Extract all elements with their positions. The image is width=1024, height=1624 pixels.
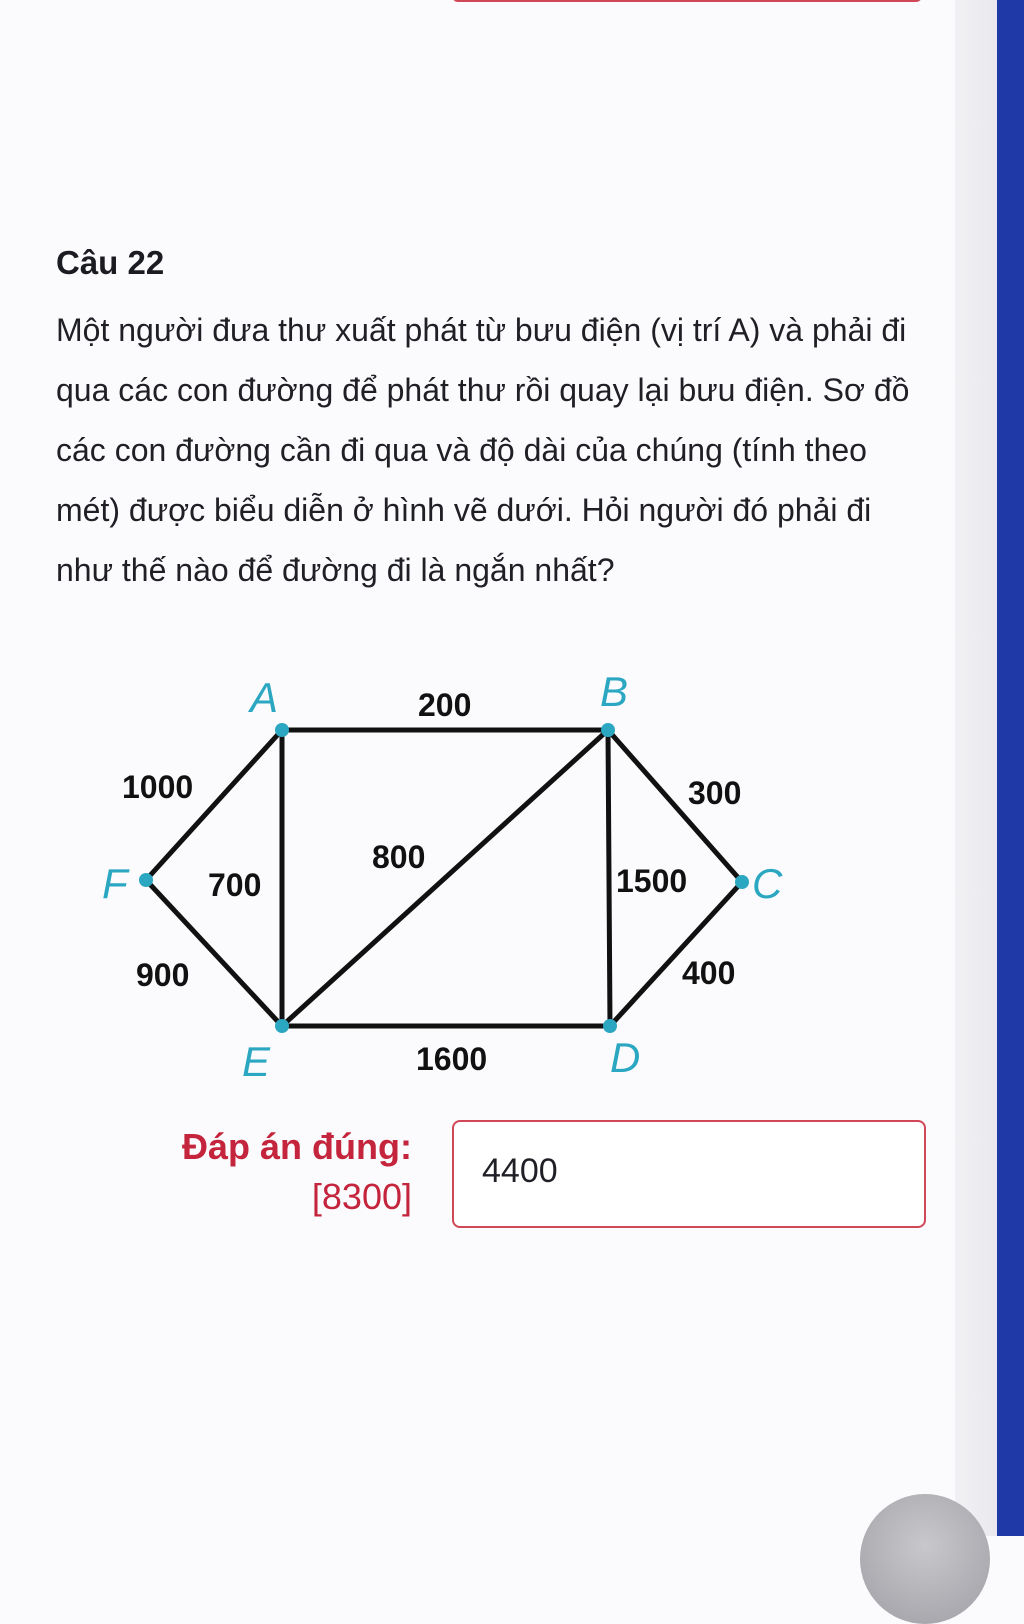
graph-diagram [0,660,955,1100]
vertex-f [139,873,153,887]
vertex-label-e: E [242,1038,271,1085]
answer-input[interactable]: 4400 [452,1120,926,1228]
vertex-e [275,1019,289,1033]
edge-weight-a-b: 200 [418,687,472,723]
edge-weight-c-d: 400 [682,955,736,991]
edge-b-d [608,730,610,1026]
correct-answer-title: Đáp án đúng: [182,1126,412,1167]
edge-c-d [610,882,742,1026]
edge-weight-b-c: 300 [688,775,742,811]
edge-weight-e-d: 1600 [416,1041,488,1077]
vertex-label-c: C [752,860,783,907]
graph-svg [0,660,955,1100]
vertex-label-d: D [610,1034,641,1081]
vertex-b [601,723,615,737]
vertex-label-a: A [250,674,279,721]
previous-answer-box-edge [452,0,922,2]
edge-weight-b-e: 800 [372,839,426,875]
question-text: Một người đưa thư xuất phát từ bưu điện (vị trí A) và phải đi qua các con đường để phát thư rồi quay lại bưu điện. Sơ đồ các con đường cần đi qua và độ dài của chúng (tính theo mét) được biểu diễn ở hình vẽ dưới. Hỏi người đó phải đi như thế nào để đường đi là ngắn nhất? [56,312,910,588]
vertex-label-f: F [102,860,128,907]
question-title: Câu 22 [56,244,165,281]
vertex-label-b: B [600,668,629,715]
edge-weight-a-e: 700 [208,867,262,903]
vertex-d [603,1019,617,1033]
correct-answer-value: [8300] [311,1176,412,1217]
edge-b-e [282,730,608,1026]
edge-weight-a-f: 1000 [122,769,194,805]
right-accent-bar [997,0,1024,1536]
vertex-a [275,723,289,737]
vertex-c [735,875,749,889]
edge-weight-b-d: 1500 [616,863,688,899]
right-gutter [955,0,997,1536]
edge-weight-f-e: 900 [136,957,190,993]
edge-a-f [146,730,282,880]
floating-action-button[interactable] [860,1494,990,1624]
weights-layer [122,687,741,1077]
correct-answer-label [120,1122,412,1222]
